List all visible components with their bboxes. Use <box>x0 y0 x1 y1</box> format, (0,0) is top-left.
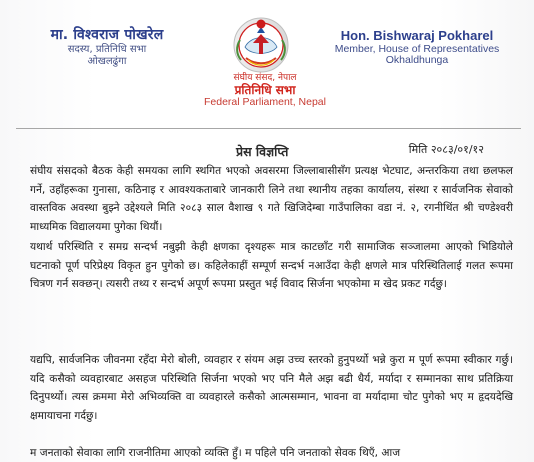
document-date: मिति २०८३/०१/१२ <box>408 143 484 156</box>
right-member-role: Member, House of Representatives <box>334 42 500 55</box>
parliament-letterhead <box>170 74 360 108</box>
header-divider <box>16 128 521 129</box>
parliament-line-2: प्रतिनिधि सभा <box>234 82 296 97</box>
right-letterhead <box>331 29 503 67</box>
paragraph-1: संघीय संसदको बैठक केही समयका लागि स्थगित भएको अवसरमा जिल्लाबासीसँग प्रत्यक्ष भेटघाट, अन्तरकिया तथा छलफल गर्ने, उहाँहरूका गुनासा, कठिनाइ र आवश्यकताबारे जानकारी लिने तथा स्थानीय तहका कार्यालय, संस्था र सार्वजनिक सेवाको वास्तविक अवस्था बुझ्ने उद्देश्यले मिति २०८३ साल वैशाख ९ गते खिजिदेम्बा गाउँपालिका वडा नं. २, रगनीथिंत श्री चण्डेश्वरी माध्यमिक विद्यालयमा पुगेका थियौं। <box>30 165 513 233</box>
left-member-place: ओखलढुंगा <box>87 56 127 68</box>
paragraph-3: यद्यपि, सार्वजनिक जीवनमा रहँदा मेरो बोली, व्यवहार र संयम अझ उच्च स्तरको हुनुपर्थ्यो भन्ने कुरा म पूर्ण रूपमा स्वीकार गर्छु। यदि कसैको व्यवहारबाट असहज परिस्थिति सिर्जना भएको भए पनि मैले अझ बढी धैर्य, मर्यादा र सम्मानका साथ प्रतिक्रिया दिनुपर्थ्यो। त्यस क्रममा मेरो अभिव्यक्ति वा व्यवहारले कसैको आत्मसम्मान, भावना वा मर्यादामा चोट पुगेको भए म हृदयदेखि क्षमायाचना गर्दछु। <box>30 354 513 422</box>
parliament-line-3: Federal Parliament, Nepal <box>204 95 326 108</box>
left-member-name: मा. विश्वराज पोखरेल <box>50 27 164 43</box>
left-letterhead <box>22 28 192 68</box>
parliament-emblem-icon <box>228 16 294 76</box>
right-member-name: Hon. Bishwaraj Pokharel <box>340 28 494 43</box>
paragraph-2: यथार्थ परिस्थिति र समग्र सन्दर्भ नबुझी केही क्षणका दृश्यहरू मात्र काटछाँट गरी सामाजिक सञ्जालमा आएको भिडियोले घटनाको पूर्ण परिप्रेक्ष्य विकृत हुन पुगेको छ। कहिलेकाहीं सम्पूर्ण सन्दर्भ नआउँदा केही क्षणले मात्र परिस्थितिलाई गलत रूपमा चित्रण गर्न सक्छन्। त्यसरी तथ्य र सन्दर्भ अपूर्ण रूपमा प्रस्तुत भई विवाद सिर्जना भएकोमा म खेद प्रकट गर्दछु। <box>30 241 513 290</box>
document-title: प्रेस विज्ञप्ति <box>236 144 289 159</box>
parliament-line-1: संघीय संसद, नेपाल <box>233 73 297 83</box>
right-member-place: Okhaldhunga <box>385 54 449 67</box>
left-member-role: सदस्य, प्रतिनिधि सभा <box>67 43 147 55</box>
paragraph-4: म जनताको सेवाका लागि राजनीतिमा आएको व्यक्ति हुँ। म पहिले पनि जनताको सेवक थिएँ, आज <box>30 447 401 459</box>
